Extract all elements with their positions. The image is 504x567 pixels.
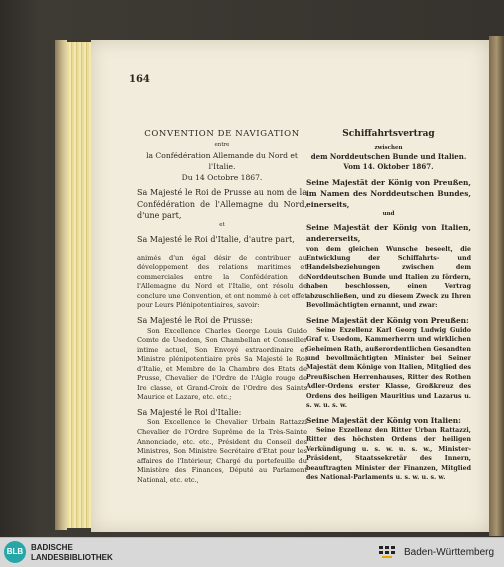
- fr-party2: Sa Majesté le Roi d'Italie, d'autre part,: [137, 235, 295, 245]
- fr-italy-heading: Sa Majesté le Roi d'Italie:: [137, 407, 242, 417]
- fr-line2: l'Italie.: [208, 162, 236, 172]
- french-column: [137, 128, 307, 485]
- library-name-line1: BADISCHE: [31, 543, 73, 552]
- de-italy-text: Seine Exzellenz den Ritter Urban Rattazzi, Ritter des höchsten Ordens der heiligen Verkündigung u. s. w. u. s. w., Minister-Präsident, Staatssekretär des Innern, beauftragten Minister der Finanzen, Mitglied des National-Parlaments u. s. w. u. s. w.: [306, 426, 471, 481]
- fr-italy-text: Son Excellence le Chevalier Urbain Rattazzi Chevalier de l'Ordre Suprême de la Très-Sainte Annonciade, etc. etc., Président du Conseil des Ministres, Son Ministre Secrétaire d'Etat pour les affaires de l'Intérieur, Chargé du portefeuille du Ministère des Finances, Député au Parlament National, etc. etc.,: [137, 418, 307, 484]
- de-date: Vom 14. Oktober 1867.: [343, 162, 434, 172]
- footer-bar: [0, 537, 504, 567]
- page-edges: [67, 42, 91, 528]
- de-party1: Seine Majestät der König von Preußen, im Namen des Norddeutschen Bundes, einerseits,: [306, 177, 471, 209]
- de-title: Schiffahrtsvertrag: [342, 129, 435, 139]
- book-cover-edge: [55, 40, 67, 530]
- library-name-line2: LANDESBIBLIOTHEK: [31, 553, 113, 562]
- fr-party1: Sa Majesté le Roi de Prusse au nom de la Confédération de l'Allemagne du Nord, d'une part,: [137, 188, 307, 221]
- fr-line1: la Confédération Allemande du Nord et: [146, 151, 298, 161]
- fr-title: CONVENTION DE NAVIGATION: [144, 129, 300, 139]
- de-party2: Seine Majestät der König von Italien, andererseits,: [306, 223, 471, 244]
- fr-prussia-text: Son Excellence Charles George Louis Guido Comte de Usedom, Son Chambellan et Conseiller intime actuel, Son Envoyé extraordinaire et Ministre plénipotentiaire près Sa Majesté le Roi d'Italie, et Membre de la Chambre des Etats de Prusse, Chevalier de l'Ordre de l'Aigle rouge de Ire classe, et Grand-Croix de l'Ordre des Saints Maurice et Lazare, etc. etc.;: [137, 326, 307, 402]
- de-preamble: von dem gleichen Wunsche beseelt, die Entwicklung der Schiffahrts- und Handelsbeziehungen zwischen dem Norddeutschen Bunde und Italien zu fördern, haben beschlossen, einen Vertrag abzuschließen, und zu diesem Zweck zu Ihren Bevollmächtigten ernannt, und zwar:: [306, 245, 471, 310]
- fr-preamble: animés d'un égal désir de contribuer au développement des relations maritimes et commerciales entre la Confédération de l'Allemagne du Nord et l'Italie, ont résolu de conclure une Convention, et ont nommé à cet effet pour Leurs Plénipotentiaires, savoir:: [137, 253, 307, 310]
- baden-wuerttemberg-logo-icon[interactable]: [378, 544, 398, 560]
- fr-prussia-heading: Sa Majesté le Roi de Prusse:: [137, 315, 253, 325]
- state-name: Baden-Württemberg: [404, 547, 495, 558]
- page-number: 164: [129, 74, 150, 85]
- book-spine-right: [489, 36, 504, 536]
- german-column: [306, 128, 471, 482]
- de-zwischen: zwischen: [374, 144, 403, 151]
- blb-logo[interactable]: BLB: [4, 541, 26, 563]
- de-und: und: [382, 211, 395, 218]
- de-italy-heading: Seine Majestät der König von Italien:: [306, 415, 461, 425]
- fr-entre: entre: [214, 142, 230, 149]
- de-prussia-text: Seine Exzellenz Karl Georg Ludwig Guido Graf v. Usedom, Kammerherrn und wirklichen Geheimen Rath, außerordentlichen Gesandten und bevollmächtigten Minister bei Seiner Majestät dem Könige von Italien, Mitglied des Preußischen Herrenhauses, Ritter des Rothen Adler-Ordens erster Klasse, Großkreuz des Ordens des heiligen Mauritius und Lazarus u. s. w. u. s. w.: [306, 326, 471, 410]
- fr-et: et: [219, 222, 225, 229]
- de-prussia-heading: Seine Majestät der König von Preußen:: [306, 315, 469, 325]
- library-name: [31, 543, 113, 563]
- de-line1: dem Norddeutschen Bunde und Italien.: [310, 151, 467, 161]
- book-page: [91, 40, 489, 532]
- fr-date: Du 14 Octobre 1867.: [181, 173, 263, 183]
